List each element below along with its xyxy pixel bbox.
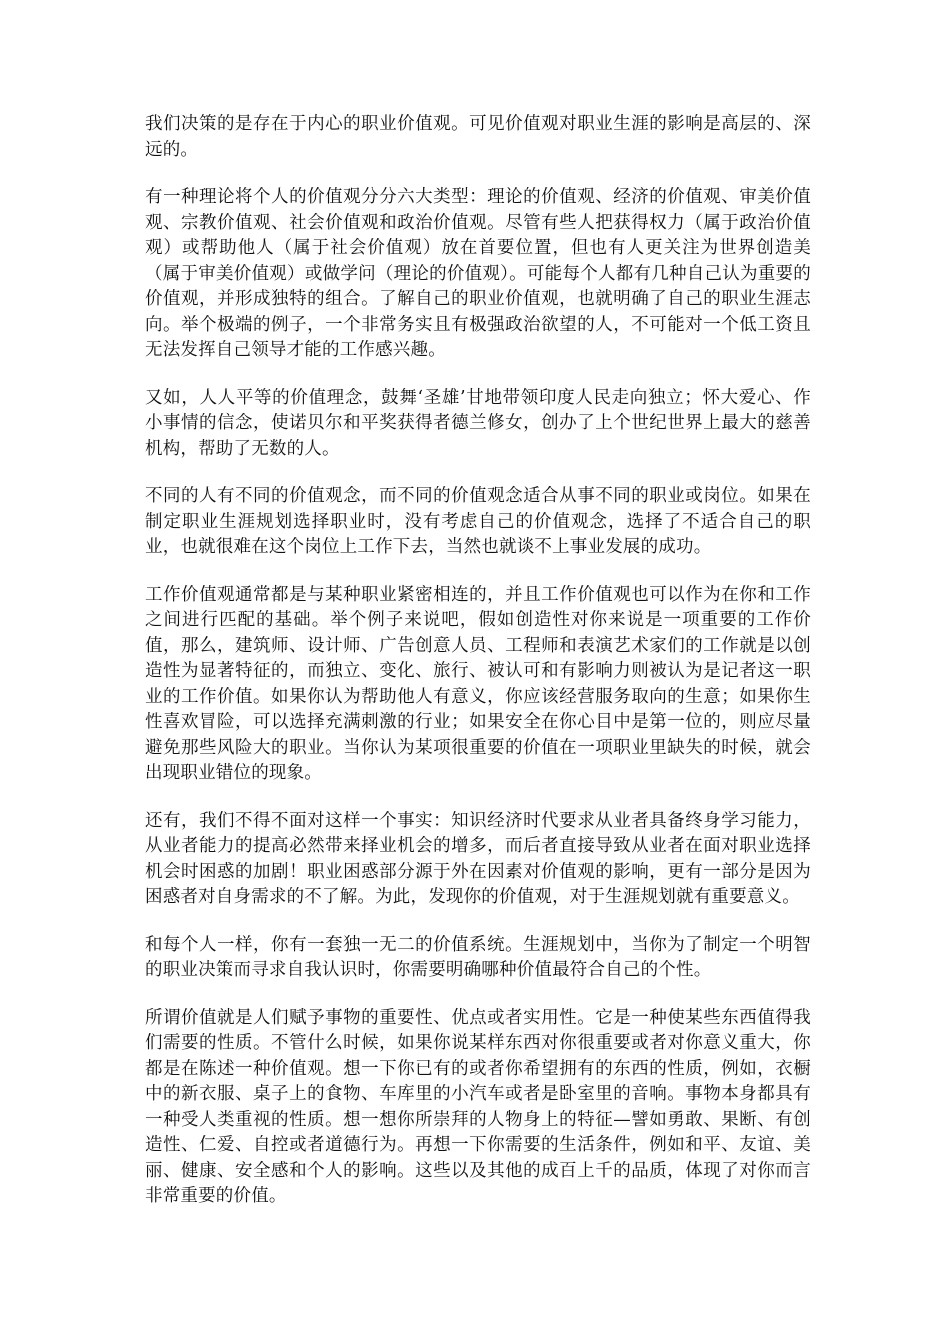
- paragraph-1: 我们决策的是存在于内心的职业价值观。可见价值观对职业生涯的影响是高层的、深远的。: [145, 114, 811, 160]
- paragraph-3: 又如，人人平等的价值理念，鼓舞‘圣雄’甘地带领印度人民走向独立；怀大爱心、作小事情的信念，使诺贝尔和平奖获得者德兰修女，创办了上个世纪世界上最大的慈善机构，帮助了无数的人。: [145, 387, 811, 459]
- document-page: [145, 112, 811, 1232]
- paragraph-5: 工作价值观通常都是与某种职业紧密相连的，并且工作价值观也可以作为在你和工作之间进行匹配的基础。举个例子来说吧，假如创造性对你来说是一项重要的工作价值，那么，建筑师、设计师、广告创意人员、工程师和表演艺术家们的工作就是以创造性为显著特征的，而独立、变化、旅行、被认可和有影响力则被认为是记者这一职业的工作价值。如果你认为帮助他人有意义，你应该经营服务取向的生意；如果你生性喜欢冒险，可以选择充满刺激的行业；如果安全在你心目中是第一位的，则应尽量避免那些风险大的职业。当你认为某项很重要的价值在一项职业里缺失的时候，就会出现职业错位的现象。: [145, 584, 811, 783]
- paragraph-7: 和每个人一样，你有一套独一无二的价值系统。生涯规划中，当你为了制定一个明智的职业决策而寻求自我认识时，你需要明确哪种价值最符合自己的个性。: [145, 934, 811, 980]
- paragraph-8: 所谓价值就是人们赋予事物的重要性、优点或者实用性。它是一种使某些东西值得我们需要的性质。不管什么时候，如果你说某样东西对你很重要或者对你意义重大，你都是在陈述一种价值观。想一下你已有的或者你希望拥有的东西的性质，例如，衣橱中的新衣服、桌子上的食物、车库里的小汽车或者是卧室里的音响。事物本身都具有一种受人类重视的性质。想一想你所崇拜的人物身上的特征—譬如勇敢、果断、有创造性、仁爱、自控或者道德行为。再想一下你需要的生活条件，例如和平、友谊、美丽、健康、安全感和个人的影响。这些以及其他的成百上千的品质，体现了对你而言非常重要的价值。: [145, 1007, 811, 1206]
- paragraph-6: 还有，我们不得不面对这样一个事实：知识经济时代要求从业者具备终身学习能力，从业者能力的提高必然带来择业机会的增多，而后者直接导致从业者在面对职业选择机会时困惑的加剧！职业困惑部分源于外在因素对价值观的影响，更有一部分是因为困惑者对自身需求的不了解。为此，发现你的价值观，对于生涯规划就有重要意义。: [145, 810, 811, 907]
- paragraph-2: 有一种理论将个人的价值观分分六大类型：理论的价值观、经济的价值观、审美价值观、宗教价值观、社会价值观和政治价值观。尽管有些人把获得权力（属于政治价值观）或帮助他人（属于社会价值观）放在首要位置，但也有人更关注为世界创造美（属于审美价值观）或做学问（理论的价值观）。可能每个人都有几种自己认为重要的价值观，并形成独特的组合。了解自己的职业价值观，也就明确了自己的职业生涯志向。举个极端的例子，一个非常务实且有极强政治欲望的人，不可能对一个低工资且无法发挥自己领导才能的工作感兴趣。: [145, 187, 811, 360]
- paragraph-4: 不同的人有不同的价值观念，而不同的价值观念适合从事不同的职业或岗位。如果在制定职业生涯规划选择职业时，没有考虑自己的价值观念，选择了不适合自己的职业，也就很难在这个岗位上工作下去，当然也就谈不上事业发展的成功。: [145, 486, 811, 557]
